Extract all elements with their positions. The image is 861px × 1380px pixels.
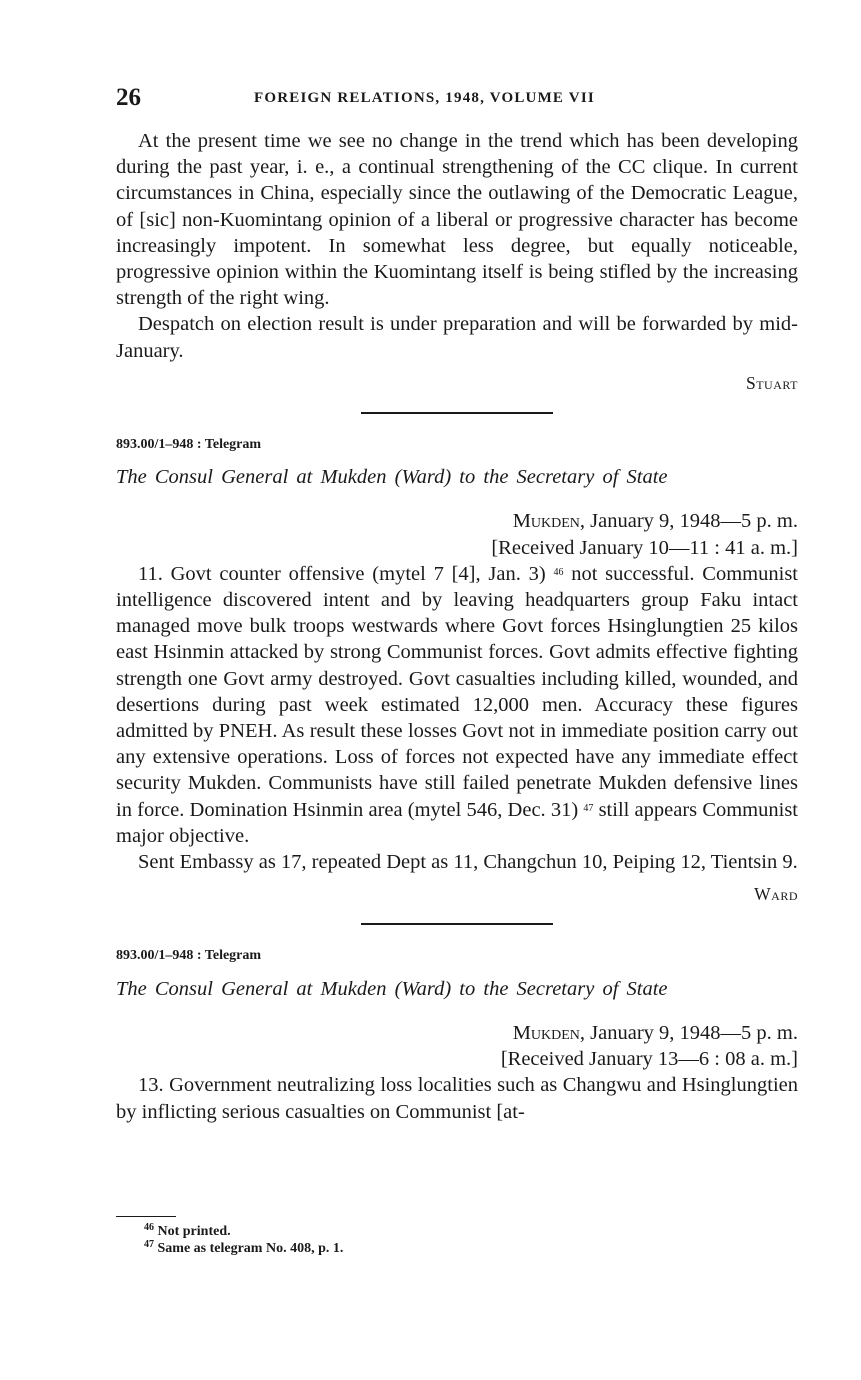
footnote-47-number: 47: [144, 1239, 154, 1250]
doc3-date: , January 9, 1948—5 p. m.: [579, 1021, 798, 1044]
doc2-file-id: 893.00/1–948 : Telegram: [116, 437, 262, 453]
doc1-paragraph-1: At the present time we see no change in the trend which has been developing during the past year, i. e., a continual strengthening of the CC clique. In current circumstances in China, especially since the outlawing of the Democratic League, of [sic] non-Kuomintang opinion of a liberal or progressive character has become increasingly impotent. In somewhat less degree, but equally noticeable, progressive opinion within the Kuomintang itself is being stifled by the increasing strength of the right wing.: [116, 130, 798, 310]
section-divider: [361, 412, 553, 414]
doc3-received: [Received January 13—6 : 08 a. m.]: [500, 1048, 798, 1071]
section-divider-2: [361, 923, 553, 925]
doc3-place: Mukden: [512, 1021, 580, 1044]
doc3-block: [116, 943, 798, 1124]
footnote-rule: [116, 1216, 176, 1217]
footnote-46-number: 46: [144, 1222, 154, 1233]
doc3-paragraph-1: 13. Government neutralizing loss localities such as Changwu and Hsinglungtien by inflicting serious casualties on Communist [at-: [116, 1074, 798, 1123]
page-header: [116, 84, 800, 114]
doc2-para1-start: 11. Govt counter offensive (mytel 7 [4], Jan. 3): [138, 562, 546, 585]
doc2-para1-middle: not successful. Communist intelligence discovered intent and by leaving headquarters group Faku intact managed move bulk troops westwards where Govt forces Hsinglungtien 25 kilos east Hsinmin attacked by strong Communist forces. Govt admits effective fighting strength one Govt army destroyed. Govt casualties including killed, wounded, and desertions during past week estimated 12,000 men. Accuracy these figures admitted by PNEH. As result these losses Govt not in immediate position carry out any extensive operations. Loss of forces not expected have any immediate effect security Mukden. Communists have still failed penetrate Mukden defensive lines in force. Domination Hsinmin area (mytel 546, Dec. 31): [116, 562, 798, 821]
doc2-place: Mukden: [512, 510, 580, 533]
doc3-file-id: 893.00/1–948 : Telegram: [116, 948, 262, 964]
footnote-47-text: Same as telegram No. 408, p. 1.: [154, 1241, 344, 1256]
doc2-received: [Received January 10—11 : 41 a. m.]: [491, 536, 798, 559]
doc3-title: The Consul General at Mukden (Ward) to the Secretary of State: [116, 977, 668, 1000]
footnotes: [116, 1216, 798, 1257]
doc2-paragraph-2: Sent Embassy as 17, repeated Dept as 11, Changchun 10, Peiping 12, Tientsin 9.: [138, 851, 798, 874]
doc1-paragraph-2: Despatch on election result is under preparation and will be forwarded by mid-January.: [116, 313, 798, 362]
running-head: FOREIGN RELATIONS, 1948, VOLUME VII: [254, 90, 595, 106]
doc2-dateline: [116, 508, 798, 534]
doc2-signature: Ward: [754, 884, 798, 905]
footnote-46-text: Not printed.: [154, 1224, 231, 1239]
doc3-dateline: [116, 1020, 798, 1046]
footnote-46: [144, 1223, 798, 1240]
page-body: [116, 128, 798, 1125]
footnote-ref-47: 47: [583, 802, 594, 814]
page-number: 26: [116, 84, 141, 111]
doc2-date: , January 9, 1948—5 p. m.: [579, 510, 798, 533]
footnote-47: [144, 1240, 798, 1257]
doc2-paragraph-1: [116, 561, 798, 849]
footnote-ref-46: 46: [553, 566, 564, 578]
doc2-title: The Consul General at Mukden (Ward) to the Secretary of State: [116, 466, 668, 489]
doc2-para1-end: still appears Communist major objective.: [116, 798, 798, 847]
doc2-block: [116, 432, 798, 907]
doc1-signature: Stuart: [745, 372, 798, 393]
